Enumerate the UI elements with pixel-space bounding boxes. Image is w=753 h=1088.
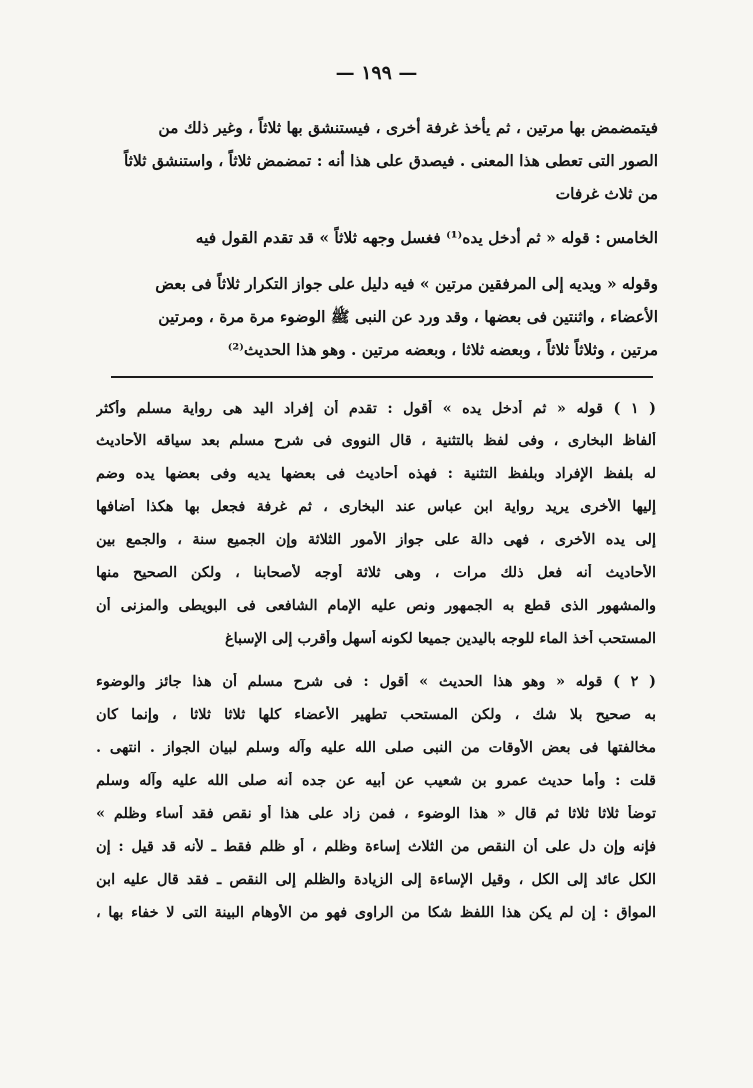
main-text-line: وقوله « ويديه إلى المرفقين مرتين » فيه دليل على جواز التكرار ثلاثاً فى بعض [155,274,658,293]
footnote-line: به صحيح بلا شك ، ولكن المستحب تطهير الأعضاء كلها ثلاثا ثلاثا ، وإنما كان [96,706,656,723]
footnote-line: ألفاظ البخارى ، وفى لفظ بالتثنية ، قال النووى فى شرح مسلم بعد سياقه الأحاديث [96,432,656,449]
footnote-line: له بلفظ الإفراد وبلفظ التثنية : فهذه أحاديث فى بعضها يديه وفى بعضها يده وضم [96,465,656,482]
footnote-line: توضأ ثلاثا ثلاثا ثم قال « هذا الوضوء ، فمن زاد على هذا أو نقص فقد أساء وظلم » [96,805,656,822]
main-text-line: فيتمضمض بها مرتين ، ثم يأخذ غرفة أخرى ، فيستنشق بها ثلاثاً ، وغير ذلك من [158,118,658,137]
footnote-line: قلت : وأما حديث عمرو بن شعيب عن أبيه عن جده أنه صلى الله عليه وآله وسلم [96,772,656,789]
footnote-line: إليها الأخرى يريد رواية ابن عباس عند البخارى ، ثم غرفة فجعل بها هكذا أضافها [96,498,656,515]
main-text-line: الصور التى تعطى هذا المعنى . فيصدق على هذا أنه : تمضمض ثلاثاً ، واستنشق ثلاثاً [123,151,658,170]
footnote-line: مخالفتها فى بعض الأوقات من النبى صلى الله عليه وآله وسلم لبيان الجواز . انتهى . [96,739,656,756]
footnote-line: المستحب أخذ الماء للوجه باليدين جميعا لكونه أسهل وأقرب إلى الإسباغ [224,630,656,647]
footnote-line: الكل عائد إلى الكل ، وقيل الإساءة إلى الزيادة والظلم إلى النقص ـ فقد قال عليه ابن [96,871,656,888]
footnote-line: المواق : إن لم يكن هذا اللفظ شكا من الراوى فهو من الأوهام البينة التى لا خفاء بها ، [96,904,656,921]
footnote-line: ( ٢ ) قوله « وهو هذا الحديث » أقول : فى شرح مسلم أن هذا جائز والوضوء [96,673,656,690]
main-text-line: الخامس : قوله « ثم أدخل يده⁽¹⁾ فغسل وجهه ثلاثاً » قد تقدم القول فيه [195,228,658,247]
footnote-line: والمشهور الذى قطع به الجمهور ونص عليه الإمام الشافعى فى البويطى والمزنى أن [96,597,656,614]
main-text-line: مرتين ، وثلاثاً ثلاثاً ، وبعضه ثلاثا ، وبعضه مرتين . وهو هذا الحديث⁽²⁾ [227,340,658,359]
footnote-line: إلى يده الأخرى ، فهى دالة على جواز الأمور الثلاثة وإن الجميع سنة ، والجمع بين [96,531,656,548]
footnote-divider [111,376,653,378]
page-number: — ١٩٩ — [335,62,418,84]
footnote-line: ( ١ ) قوله « ثم أدخل يده » أقول : تقدم أن إفراد اليد هى رواية مسلم وأكثر [96,400,656,417]
main-text-line: الأعضاء ، واثنتين فى بعضها ، وقد ورد عن النبى ﷺ الوضوء مرة مرة ، ومرتين [158,307,658,326]
footnote-line: الأحاديث أنه فعل ذلك مرات ، وهى ثلاثة أوجه لأصحابنا ، ولكن الصحيح منها [96,564,656,581]
main-text-line: من ثلاث غرفات [555,184,658,203]
footnote-line: فإنه وإن دل على أن النقص من الثلاث إساءة وظلم ، أو ظلم فقط ـ لأنه قد قيل : إن [96,838,656,855]
